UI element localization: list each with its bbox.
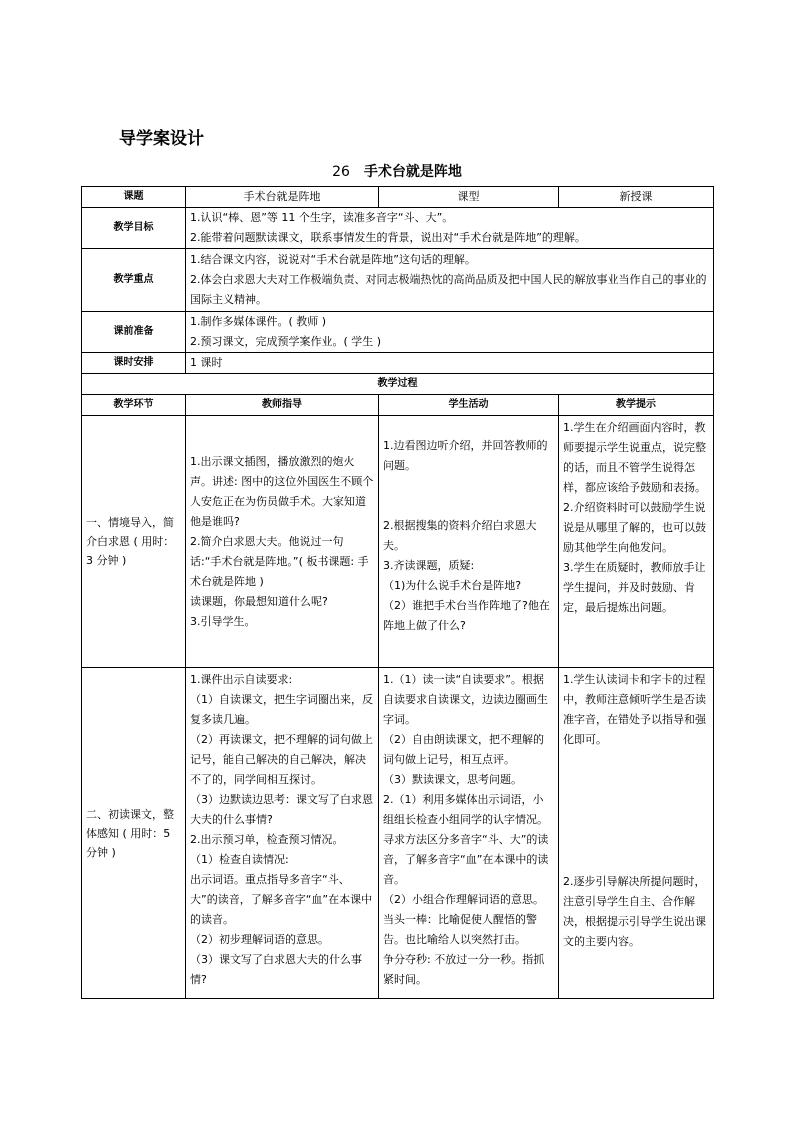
teacher-step: 2.出示预习单，检查预习情况。 bbox=[190, 833, 344, 846]
label-type: 课型 bbox=[379, 187, 559, 208]
table-row-stage-1 bbox=[82, 416, 714, 668]
teacher-step: 1.课件出示自读要求: bbox=[190, 673, 293, 686]
lesson-plan-table bbox=[81, 186, 714, 999]
prep-line: 2.预习课文，完成预学案作业。( 学生 ) bbox=[190, 335, 382, 348]
goals-cell bbox=[186, 208, 714, 249]
teacher-step: 出示词语。重点指导多音字“斗、大”的读音，了解多音字“血”在本课中的读音。 bbox=[190, 873, 373, 926]
stage-2-teacher bbox=[186, 668, 379, 999]
process-title: 教学过程 bbox=[82, 374, 714, 395]
tip: 1.学生认读词卡和字卡的过程中，教师注意倾听学生是否读准字音，在错处予以指导和强化即可。 bbox=[563, 673, 706, 746]
table-row-keypoints bbox=[82, 249, 714, 312]
student-step: （3）默读课文，思考问题。 bbox=[383, 773, 522, 786]
tip: 2.介绍资料时可以鼓励学生说说是从哪里了解的，也可以鼓励其他学生向他发问。 bbox=[563, 501, 706, 554]
student-step: （1)为什么说手术台是阵地? bbox=[383, 579, 522, 592]
teacher-step: （3）课文写了白求恩大夫的什么事情? bbox=[190, 953, 362, 986]
column-header: 教师指导 bbox=[186, 395, 379, 416]
teacher-step: （3）边默读边思考：课文写了白求恩大夫的什么事情? bbox=[190, 793, 373, 826]
student-step: 1.边看图边听介绍，并回答教师的问题。 bbox=[383, 439, 548, 472]
student-step: 3.齐读课题，质疑: bbox=[383, 559, 475, 572]
lesson-title: 手术台就是阵地 bbox=[363, 164, 462, 180]
student-step: （2）自由朗读课文，把不理解的词句做上记号，相互点评。 bbox=[383, 733, 544, 766]
teacher-step: （1）检查自读情况: bbox=[190, 853, 289, 866]
tip: 1.学生在介绍画面内容时，教师要提示学生说重点，说完整的话，而且不管学生说得怎样，都应该给予鼓励和表扬。 bbox=[563, 421, 706, 494]
table-row-stage-2 bbox=[82, 668, 714, 999]
teacher-step: 读课题，你最想知道什么呢? bbox=[190, 594, 328, 608]
column-header: 学生活动 bbox=[379, 395, 559, 416]
student-step: 2.（1）利用多媒体出示词语，小组组长检查小组同学的认字情况。寻求方法区分多音字“斗、大”的读音，了解多音字“血”在本课中的读音。 bbox=[383, 793, 549, 886]
keypoints-cell bbox=[186, 249, 714, 312]
stage-1-student bbox=[379, 416, 559, 668]
keypoint-line: 1.结合课文内容，说说对“手术台就是阵地”这句话的理解。 bbox=[190, 253, 476, 266]
label-prep: 课前准备 bbox=[82, 312, 186, 353]
teacher-step: 2.简介白求恩大夫。他说过一句话:“手术台就是阵地。”( 板书课题: 手术台就是阵地 ) bbox=[190, 534, 369, 588]
document-title: 导学案设计 bbox=[119, 129, 204, 149]
stage-2-student bbox=[379, 668, 559, 999]
label-goals: 教学目标 bbox=[82, 208, 186, 249]
tip: 2.逐步引导解决所提问题时，注意引导学生自主、合作解决，根据提示引导学生说出课文的主要内容。 bbox=[563, 875, 706, 948]
type-value: 新授课 bbox=[559, 187, 714, 208]
table-row-topic bbox=[82, 187, 714, 208]
teacher-step: 3.引导学生。 bbox=[190, 614, 256, 628]
prep-cell bbox=[186, 312, 714, 353]
table-row-prep bbox=[82, 312, 714, 353]
column-header: 教学提示 bbox=[559, 395, 714, 416]
stage-1-tips bbox=[559, 416, 714, 668]
lesson-number: 26 bbox=[332, 164, 350, 180]
student-step: 1.（1）读一读“自读要求”。根据自读要求自读课文，边读边圈画生字词。 bbox=[383, 673, 548, 726]
stage-2-tips bbox=[559, 668, 714, 999]
teacher-step: （2）初步理解词语的意思。 bbox=[190, 933, 329, 946]
table-row-goals bbox=[82, 208, 714, 249]
table-row-schedule bbox=[82, 353, 714, 374]
tip: 3.学生在质疑时，教师放手让学生提问，并及时鼓励、肯定，最后提炼出问题。 bbox=[563, 561, 706, 614]
goal-line: 1.认识“棒、恩”等 11 个生字，读准多音字“斗、大”。 bbox=[190, 211, 454, 224]
stage-2-name: 二、初读课文，整体感知 ( 用时：5 分钟 ) bbox=[82, 668, 186, 999]
schedule-value: 1 课时 bbox=[186, 353, 714, 374]
teacher-step: （1）自读课文，把生字词圈出来，反复多读几遍。 bbox=[190, 693, 373, 726]
keypoint-line: 2.体会白求恩大夫对工作极端负责、对同志极端热忱的高尚品质及把中国人民的解放事业当作自己的事业的国际主义精神。 bbox=[190, 273, 707, 306]
label-schedule: 课时安排 bbox=[82, 353, 186, 374]
goal-line: 2.能带着问题默读课文，联系事情发生的背景，说出对“手术台就是阵地”的理解。 bbox=[190, 231, 586, 244]
label-keypoints: 教学重点 bbox=[82, 249, 186, 312]
stage-1-name: 一、情境导入，简介白求恩 ( 用时：3 分钟 ) bbox=[82, 416, 186, 668]
teacher-step: 1.出示课文插图，播放激烈的炮火声。讲述: 图中的这位外国医生不顾个人安危正在为伤员做手术。大家知道他是谁吗? bbox=[190, 454, 374, 528]
student-step: 争分夺秒: 不放过一分一秒。指抓紧时间。 bbox=[383, 953, 545, 986]
student-step: 2.根据搜集的资料介绍白求恩大夫。 bbox=[383, 519, 537, 552]
column-header: 教学环节 bbox=[82, 395, 186, 416]
lesson-title-line bbox=[0, 161, 794, 181]
topic-value: 手术台就是阵地 bbox=[186, 187, 379, 208]
table-row-column-headers bbox=[82, 395, 714, 416]
student-step: （2）小组合作理解词语的意思。当头一棒：比喻促使人醒悟的警告。也比喻给人以突然打击。 bbox=[383, 893, 544, 946]
stage-1-teacher bbox=[186, 416, 379, 668]
label-topic: 课题 bbox=[82, 187, 186, 208]
student-step: （2）谁把手术台当作阵地了?他在阵地上做了什么? bbox=[383, 599, 550, 632]
table-row-process-title bbox=[82, 374, 714, 395]
teacher-step: （2）再读课文，把不理解的词句做上记号，能自己解决的自己解决，解决不了的，同学间相互探讨。 bbox=[190, 733, 373, 786]
prep-line: 1.制作多媒体课件。( 教师 ) bbox=[190, 315, 327, 328]
